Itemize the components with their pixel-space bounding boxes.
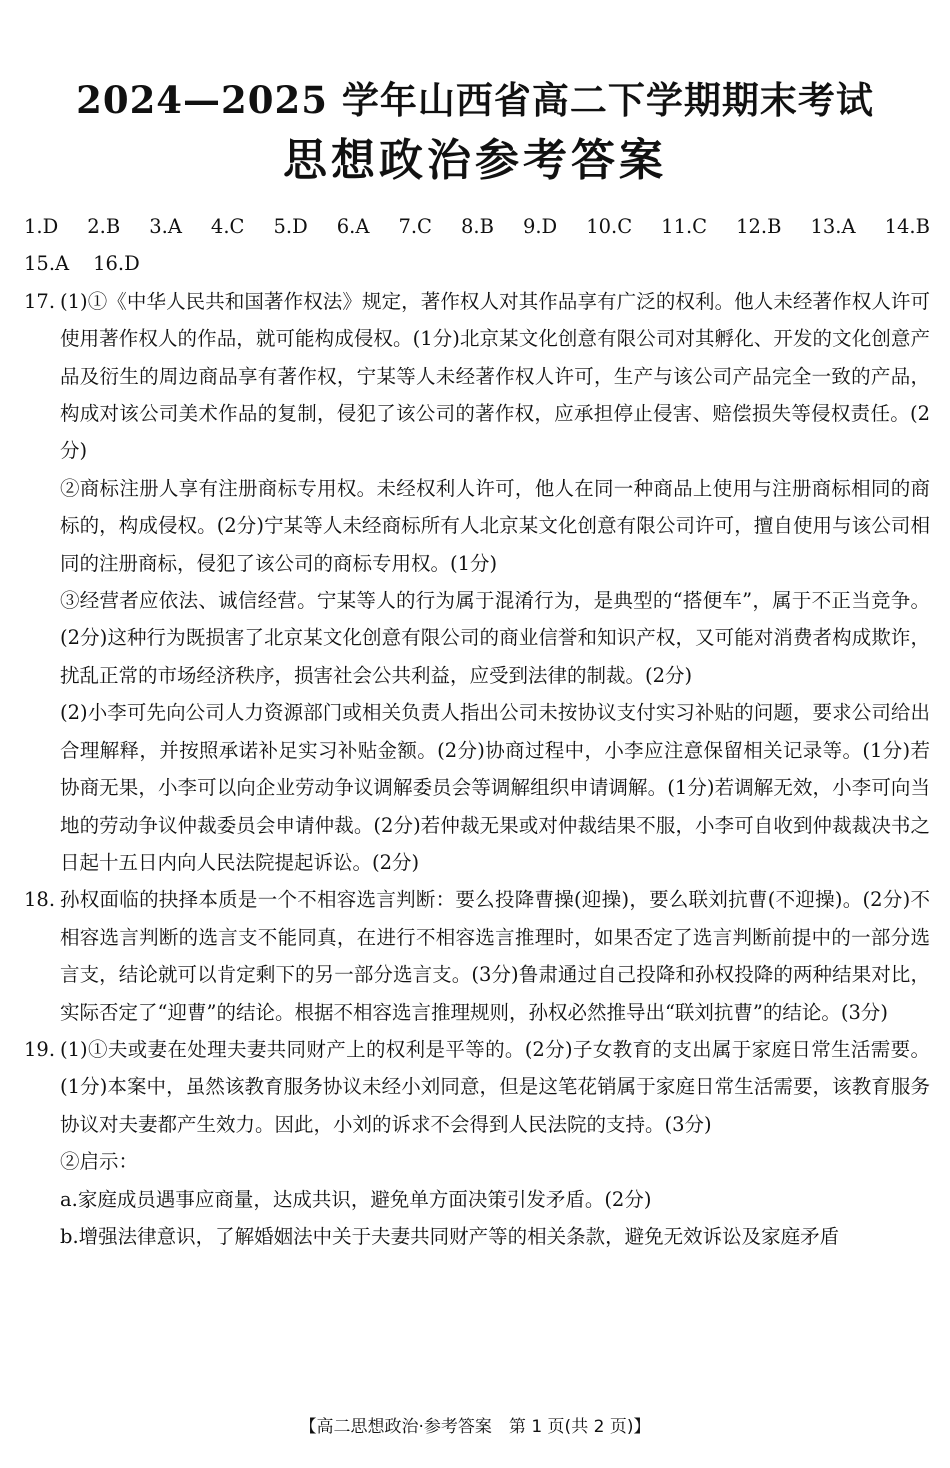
- choice-answer: 2.B: [87, 215, 121, 238]
- exam-title: 2024—2025 学年山西省高二下学期期末考试: [76, 78, 874, 122]
- q17-part1-item3: ③经营者应依法、诚信经营。宁某等人的行为属于混淆行为，是典型的“搭便车”，属于不正当竞争。(2分)这种行为既损害了北京某文化创意有限公司的商业信誉和知识产权，又可能对消费者构成欺诈，扰乱正常的市场经济秩序，损害社会公共利益，应受到法律的制裁。(2分): [60, 589, 930, 687]
- choice-answer: 12.B: [736, 215, 782, 238]
- choice-answer: 7.C: [398, 215, 432, 238]
- question-number: 18.: [24, 888, 56, 912]
- choice-answer: 16.D: [93, 252, 140, 276]
- choice-answer: 13.A: [810, 215, 856, 238]
- choice-answer: 1.D: [24, 215, 59, 238]
- page-footer: 【高二思想政治·参考答案 第 1 页(共 2 页)】: [299, 1417, 651, 1437]
- q19-part1-item1: (1)①夫或妻在处理夫妻共同财产上的权利是平等的。(2分)子女教育的支出属于家庭日常生活需要。(1分)本案中，虽然该教育服务协议未经小刘同意，但是这笔花销属于家庭日常生活需要，该教育服务协议对夫妻都产生效力。因此，小刘的诉求不会得到人民法院的支持。(3分): [60, 1037, 930, 1136]
- question-number: 19.: [24, 1037, 56, 1061]
- choice-answers-row-2: [24, 245, 930, 282]
- question-number: 17.: [24, 289, 56, 313]
- q17-part1-item1: (1)①《中华人民共和国著作权法》规定，著作权人对其作品享有广泛的权利。他人未经著作权人许可使用著作权人的作品，就可能构成侵权。(1分)北京某文化创意有限公司对其孵化、开发的文化创意产品及衍生的周边商品享有著作权，宁某等人未经著作权人许可，生产与该公司产品完全一致的产品，构成对该公司美术作品的复制，侵犯了该公司的著作权，应承担停止侵害、赔偿损失等侵权责任。(2分): [60, 289, 930, 463]
- question-17: [24, 283, 930, 882]
- choice-answer: 3.A: [149, 215, 182, 238]
- q17-part2: (2)小李可先向公司人力资源部门或相关负责人指出公司未按协议支付实习补贴的问题，要求公司给出合理解释，并按照承诺补足实习补贴金额。(2分)协商过程中，小李应注意保留相关记录等。(1分)若协商无果，小李可以向企业劳动争议调解委员会等调解组织申请调解。(1分)若调解无效，小李可向当地的劳动争议仲裁委员会申请仲裁。(2分)若仲裁无果或对仲裁结果不服，小李可自收到仲裁裁决书之日起十五日内向人民法院提起诉讼。(2分): [60, 701, 930, 874]
- choice-answer: 4.C: [210, 215, 245, 238]
- choice-answer: 6.A: [336, 215, 370, 238]
- answer-body: [24, 208, 930, 1255]
- choice-answer: 9.D: [522, 215, 558, 238]
- question-19: [24, 1031, 930, 1255]
- choice-answer: 8.B: [460, 215, 494, 238]
- answer-subtitle: 思想政治参考答案: [283, 135, 667, 186]
- choice-answers-row-1: [24, 208, 930, 245]
- q18-answer: 孙权面临的抉择本质是一个不相容选言判断：要么投降曹操(迎操)，要么联刘抗曹(不迎操)。(2分)不相容选言判断的选言支不能同真，在进行不相容选言推理时，如果否定了选言判断前提中的一部分选言支，结论就可以肯定剩下的另一部分选言支。(3分)鲁肃通过自己投降和孙权投降的两种结果对比，实际否定了“迎曹”的结论。根据不相容选言推理规则，孙权必然推导出“联刘抗曹”的结论。(3分): [60, 888, 930, 1024]
- q17-part1-item2: ②商标注册人享有注册商标专用权。未经权利人许可，他人在同一种商品上使用与注册商标相同的商标的，构成侵权。(2分)宁某等人未经商标所有人北京某文化创意有限公司许可，擅自使用与该公司相同的注册商标，侵犯了该公司的商标专用权。(1分): [60, 476, 930, 575]
- choice-answer: 14.B: [884, 215, 930, 238]
- choice-answer: 5.D: [273, 215, 308, 238]
- choice-answer: 11.C: [661, 215, 708, 238]
- q19-insight-a: a.家庭成员遇事应商量，达成共识，避免单方面决策引发矛盾。(2分): [60, 1187, 652, 1211]
- question-18: [24, 881, 930, 1031]
- q19-insight-b: b.增强法律意识，了解婚姻法中关于夫妻共同财产等的相关条款，避免无效诉讼及家庭矛盾: [60, 1224, 840, 1248]
- choice-answer: 10.C: [586, 215, 633, 238]
- q19-insight-heading: ②启示：: [60, 1150, 139, 1174]
- choice-answer: 15.A: [24, 252, 70, 276]
